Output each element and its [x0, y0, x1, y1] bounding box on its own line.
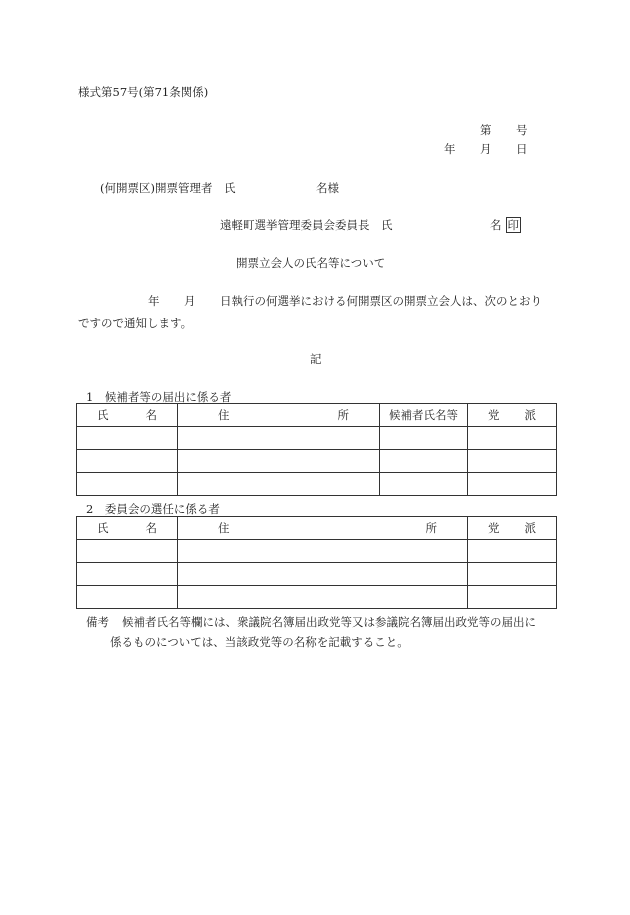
cell-address[interactable] — [178, 427, 380, 450]
header-candidate-text: 候補者氏名等 — [389, 408, 458, 422]
table-row — [77, 427, 557, 450]
table-row — [77, 450, 557, 473]
cell-candidate[interactable] — [380, 427, 468, 450]
header-addr-b: 所 — [425, 521, 437, 535]
cell-party[interactable] — [468, 563, 557, 586]
header-name-b: 名 — [145, 408, 157, 422]
header-party-a: 党 — [488, 408, 500, 422]
form-number: 様式第57号(第71条関係) — [78, 85, 209, 99]
header-name-a: 氏 — [97, 408, 109, 422]
body-year: 年 — [148, 294, 160, 308]
sender-title: 遠軽町選挙管理委員会委員長 氏 — [220, 218, 393, 232]
header-party — [468, 404, 557, 427]
header-party-b: 派 — [524, 521, 536, 535]
header-name — [77, 404, 178, 427]
cell-party[interactable] — [468, 427, 557, 450]
table-row — [77, 563, 557, 586]
header-party-a: 党 — [488, 521, 500, 535]
section2-header-row — [77, 517, 557, 540]
remarks-line1: 候補者氏名等欄には、衆議院名簿届出政党等又は参議院名簿届出政党等の届出に — [122, 615, 536, 629]
subject: 開票立会人の氏名等について — [236, 256, 386, 270]
header-address — [178, 404, 380, 427]
ki-heading: 記 — [310, 352, 322, 366]
cell-name[interactable] — [77, 563, 178, 586]
sender-name-suffix-text: 名 — [490, 218, 502, 232]
cell-name[interactable] — [77, 450, 178, 473]
body-line1: 日執行の何選挙における何開票区の開票立会人は、次のとおり — [220, 294, 542, 308]
header-party — [468, 517, 557, 540]
section1-table — [76, 403, 557, 496]
doc-number-go: 号 — [516, 123, 528, 137]
cell-party[interactable] — [468, 540, 557, 563]
section2-table — [76, 516, 557, 609]
header-candidate — [380, 404, 468, 427]
cell-party[interactable] — [468, 586, 557, 609]
sender-name-suffix — [490, 217, 521, 233]
section1-title: 1 候補者等の届出に係る者 — [86, 390, 232, 404]
section2-title: 2 委員会の選任に係る者 — [86, 502, 220, 516]
addressee-prefix: (何開票区)開票管理者 氏 — [100, 181, 236, 195]
body-month: 月 — [184, 294, 196, 308]
remarks-line2: 係るものについては、当該政党等の名称を記載すること。 — [110, 635, 409, 649]
header-addr-a: 住 — [218, 521, 230, 535]
seal-mark: 印 — [507, 218, 519, 232]
section1-header-row — [77, 404, 557, 427]
cell-candidate[interactable] — [380, 450, 468, 473]
addressee-suffix: 名様 — [316, 181, 339, 195]
cell-party[interactable] — [468, 450, 557, 473]
cell-name[interactable] — [77, 473, 178, 496]
header-addr-a: 住 — [218, 408, 230, 422]
cell-name[interactable] — [77, 586, 178, 609]
body-line2: ですので通知します。 — [78, 316, 193, 330]
cell-name[interactable] — [77, 427, 178, 450]
cell-address[interactable] — [178, 563, 468, 586]
header-name-b: 名 — [145, 521, 157, 535]
cell-address[interactable] — [178, 540, 468, 563]
cell-party[interactable] — [468, 473, 557, 496]
cell-address[interactable] — [178, 450, 380, 473]
cell-address[interactable] — [178, 473, 380, 496]
header-name — [77, 517, 178, 540]
remarks-label: 備考 — [86, 615, 109, 629]
doc-number-dai: 第 — [480, 123, 492, 137]
table-row — [77, 540, 557, 563]
table-row — [77, 586, 557, 609]
date-year: 年 — [444, 142, 456, 156]
cell-address[interactable] — [178, 586, 468, 609]
table-row — [77, 473, 557, 496]
header-addr-b: 所 — [337, 408, 349, 422]
cell-candidate[interactable] — [380, 473, 468, 496]
date-month: 月 — [480, 142, 492, 156]
header-address — [178, 517, 468, 540]
header-party-b: 派 — [524, 408, 536, 422]
date-day: 日 — [516, 142, 528, 156]
cell-name[interactable] — [77, 540, 178, 563]
header-name-a: 氏 — [97, 521, 109, 535]
